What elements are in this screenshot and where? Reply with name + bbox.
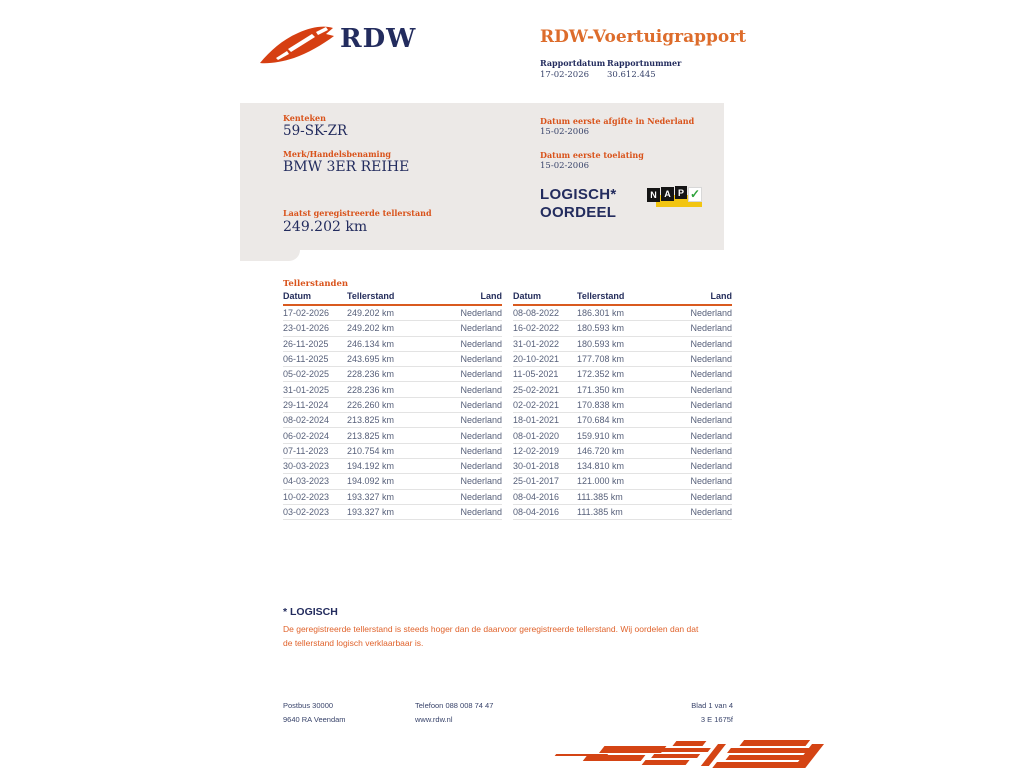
- cell-date: 17-02-2026: [283, 305, 347, 321]
- cell-tellerstand: 228.236 km: [347, 382, 437, 397]
- table-row: [283, 367, 502, 382]
- cell-date: 08-01-2020: [513, 428, 577, 443]
- footer-phone: Telefoon 088 008 74 47: [415, 701, 494, 710]
- cell-land: Nederland: [437, 443, 502, 458]
- cell-date: 30-03-2023: [283, 458, 347, 473]
- cell-tellerstand: 170.838 km: [577, 397, 667, 412]
- cell-date: 08-04-2016: [513, 489, 577, 504]
- table-row: [513, 474, 732, 489]
- table-row: [513, 351, 732, 366]
- col-land: Land: [437, 291, 502, 305]
- cell-land: Nederland: [437, 321, 502, 336]
- cell-tellerstand: 171.350 km: [577, 382, 667, 397]
- cell-date: 16-02-2022: [513, 321, 577, 336]
- table-row: [513, 321, 732, 336]
- table-header-row: [283, 291, 502, 305]
- table-row: [513, 443, 732, 458]
- footer-website: www.rdw.nl: [415, 715, 453, 724]
- cell-date: 30-01-2018: [513, 458, 577, 473]
- footer-address-line2: 9640 RA Veendam: [283, 715, 346, 724]
- table-row: [283, 489, 502, 504]
- col-tellerstand: Tellerstand: [577, 291, 667, 305]
- cell-land: Nederland: [437, 458, 502, 473]
- toelating-value: 15-02-2006: [540, 161, 590, 171]
- table-row: [283, 474, 502, 489]
- table-row: [513, 504, 732, 519]
- cell-land: Nederland: [667, 367, 732, 382]
- cell-land: Nederland: [667, 413, 732, 428]
- afgifte-label: Datum eerste afgifte in Nederland: [540, 116, 695, 126]
- cell-date: 06-02-2024: [283, 428, 347, 443]
- table-row: [283, 382, 502, 397]
- cell-land: Nederland: [437, 504, 502, 519]
- cell-land: Nederland: [667, 474, 732, 489]
- cell-land: Nederland: [667, 443, 732, 458]
- cell-date: 20-10-2021: [513, 351, 577, 366]
- cell-date: 31-01-2022: [513, 336, 577, 351]
- rdw-logo-text: RDW: [340, 24, 417, 54]
- cell-land: Nederland: [437, 367, 502, 382]
- table-row: [283, 336, 502, 351]
- page-title: RDW-Voertuigrapport: [540, 27, 747, 47]
- cell-date: 02-02-2021: [513, 397, 577, 412]
- cell-tellerstand: 186.301 km: [577, 305, 667, 321]
- table-row: [283, 458, 502, 473]
- cell-tellerstand: 194.192 km: [347, 458, 437, 473]
- cell-land: Nederland: [667, 382, 732, 397]
- cell-tellerstand: 213.825 km: [347, 413, 437, 428]
- cell-tellerstand: 170.684 km: [577, 413, 667, 428]
- cell-land: Nederland: [437, 397, 502, 412]
- table-row: [513, 489, 732, 504]
- odometer-table-right: [513, 291, 732, 520]
- cell-land: Nederland: [667, 428, 732, 443]
- table-row: [283, 305, 502, 321]
- table-row: [283, 443, 502, 458]
- kenteken-label: Kenteken: [283, 113, 326, 123]
- table-row: [283, 504, 502, 519]
- nap-tile-n: N: [647, 188, 660, 202]
- cell-tellerstand: 121.000 km: [577, 474, 667, 489]
- cell-date: 29-11-2024: [283, 397, 347, 412]
- cell-tellerstand: 180.593 km: [577, 336, 667, 351]
- cell-tellerstand: 111.385 km: [577, 504, 667, 519]
- cell-land: Nederland: [437, 474, 502, 489]
- logisch-footnote-title: * LOGISCH: [283, 606, 338, 618]
- table-row: [513, 413, 732, 428]
- cell-date: 11-05-2021: [513, 367, 577, 382]
- tellerstand-label: Laatst geregistreerde tellerstand: [283, 208, 432, 218]
- panel-corner-tab: [240, 250, 300, 261]
- nap-tile-p: P: [675, 186, 687, 199]
- cell-land: Nederland: [437, 428, 502, 443]
- footer-address-line1: Postbus 30000: [283, 701, 334, 710]
- cell-date: 26-11-2025: [283, 336, 347, 351]
- table-row: [283, 351, 502, 366]
- col-datum: Datum: [513, 291, 577, 305]
- table-row: [513, 336, 732, 351]
- cell-land: Nederland: [667, 489, 732, 504]
- col-land: Land: [667, 291, 732, 305]
- cell-tellerstand: 180.593 km: [577, 321, 667, 336]
- oordeel-text: [540, 186, 617, 222]
- table-row: [513, 382, 732, 397]
- footer-form-code: 3 E 1675f: [700, 715, 733, 724]
- table-row: [513, 305, 732, 321]
- cell-tellerstand: 193.327 km: [347, 504, 437, 519]
- report-date-label: Rapportdatum: [540, 58, 606, 68]
- cell-date: 25-02-2021: [513, 382, 577, 397]
- cell-date: 07-11-2023: [283, 443, 347, 458]
- tellerstanden-title: Tellerstanden: [283, 279, 349, 289]
- kenteken-value: 59-SK-ZR: [283, 123, 348, 139]
- cell-date: 08-04-2016: [513, 504, 577, 519]
- nap-tile-a: A: [661, 187, 674, 201]
- cell-land: Nederland: [667, 351, 732, 366]
- logisch-footnote-text: De geregistreerde tellerstand is steeds hoger dan de daarvoor geregistreerde tellerstand. Wij oordelen dan dat de tellerstand logisch verklaarbaar is.: [283, 624, 699, 648]
- cell-land: Nederland: [437, 351, 502, 366]
- cell-land: Nederland: [437, 489, 502, 504]
- table-row: [283, 413, 502, 428]
- cell-tellerstand: 243.695 km: [347, 351, 437, 366]
- table-row: [513, 367, 732, 382]
- cell-tellerstand: 172.352 km: [577, 367, 667, 382]
- cell-date: 31-01-2025: [283, 382, 347, 397]
- cell-tellerstand: 134.810 km: [577, 458, 667, 473]
- cell-tellerstand: 194.092 km: [347, 474, 437, 489]
- cell-tellerstand: 249.202 km: [347, 321, 437, 336]
- nap-check-icon: ✓: [689, 187, 701, 201]
- cell-land: Nederland: [667, 458, 732, 473]
- odometer-table-left: [283, 291, 502, 520]
- cell-land: Nederland: [437, 305, 502, 321]
- oordeel-line1: LOGISCH*: [540, 186, 617, 203]
- table-row: [513, 458, 732, 473]
- vehicle-summary-panel: [240, 103, 724, 250]
- cell-date: 25-01-2017: [513, 474, 577, 489]
- report-date-value: 17-02-2026: [540, 70, 590, 80]
- cell-tellerstand: 146.720 km: [577, 443, 667, 458]
- cell-tellerstand: 213.825 km: [347, 428, 437, 443]
- cell-date: 05-02-2025: [283, 367, 347, 382]
- cell-land: Nederland: [437, 382, 502, 397]
- table-row: [283, 321, 502, 336]
- merk-label: Merk/Handelsbenaming: [283, 149, 392, 159]
- cell-land: Nederland: [667, 305, 732, 321]
- cell-tellerstand: 159.910 km: [577, 428, 667, 443]
- cell-land: Nederland: [667, 504, 732, 519]
- table-header-row: [513, 291, 732, 305]
- cell-date: 12-02-2019: [513, 443, 577, 458]
- cell-tellerstand: 246.134 km: [347, 336, 437, 351]
- cell-land: Nederland: [437, 413, 502, 428]
- tellerstand-value: 249.202 km: [283, 219, 368, 235]
- cell-date: 04-03-2023: [283, 474, 347, 489]
- footer-page-number: Blad 1 van 4: [691, 701, 733, 710]
- cell-date: 08-02-2024: [283, 413, 347, 428]
- cell-tellerstand: 226.260 km: [347, 397, 437, 412]
- cell-land: Nederland: [667, 321, 732, 336]
- toelating-label: Datum eerste toelating: [540, 150, 644, 160]
- cell-date: 03-02-2023: [283, 504, 347, 519]
- table-row: [513, 397, 732, 412]
- table-row: [283, 428, 502, 443]
- cell-land: Nederland: [667, 336, 732, 351]
- cell-date: 23-01-2026: [283, 321, 347, 336]
- cell-tellerstand: 193.327 km: [347, 489, 437, 504]
- cell-date: 10-02-2023: [283, 489, 347, 504]
- afgifte-value: 15-02-2006: [540, 127, 590, 137]
- oordeel-line2: OORDEEL: [540, 204, 617, 221]
- rdw-feather-logo-icon: [256, 22, 336, 66]
- rdw-wing-graphic: [543, 738, 815, 768]
- table-row: [513, 428, 732, 443]
- cell-date: 08-08-2022: [513, 305, 577, 321]
- cell-land: Nederland: [667, 397, 732, 412]
- report-number-value: 30.612.445: [607, 70, 656, 80]
- cell-tellerstand: 249.202 km: [347, 305, 437, 321]
- col-datum: Datum: [283, 291, 347, 305]
- merk-value: BMW 3ER REIHE: [283, 159, 410, 175]
- cell-tellerstand: 177.708 km: [577, 351, 667, 366]
- col-tellerstand: Tellerstand: [347, 291, 437, 305]
- report-number-label: Rapportnummer: [607, 58, 682, 68]
- cell-tellerstand: 210.754 km: [347, 443, 437, 458]
- table-row: [283, 397, 502, 412]
- cell-tellerstand: 228.236 km: [347, 367, 437, 382]
- cell-tellerstand: 111.385 km: [577, 489, 667, 504]
- nap-logo: [647, 185, 703, 210]
- cell-date: 06-11-2025: [283, 351, 347, 366]
- cell-date: 18-01-2021: [513, 413, 577, 428]
- cell-land: Nederland: [437, 336, 502, 351]
